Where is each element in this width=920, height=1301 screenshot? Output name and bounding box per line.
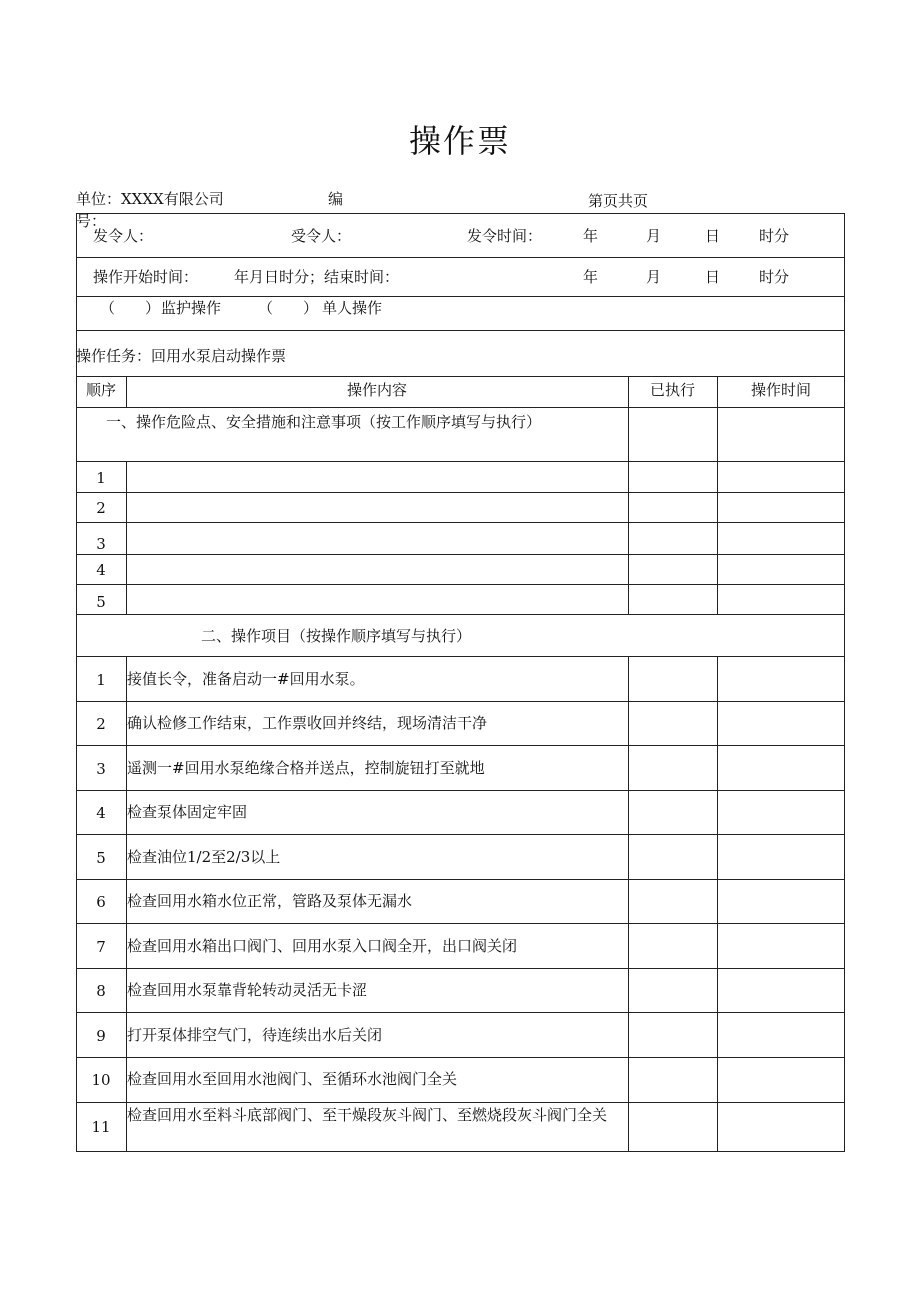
column-divider (717, 407, 718, 614)
row-divider (76, 701, 845, 702)
row-divider (76, 330, 845, 331)
command-year: 年 (583, 227, 599, 245)
row-divider (76, 1012, 845, 1013)
op-day: 日 (705, 268, 721, 286)
row-divider (76, 461, 845, 462)
command-month: 月 (646, 227, 662, 245)
row-divider (76, 554, 845, 555)
section2-row-content: 打开泵体排空气门，待连续出水后关闭 (127, 1026, 383, 1044)
document-title: 操作票 (408, 122, 511, 160)
row-divider (76, 879, 845, 880)
serial-label-part2: 号： (76, 212, 107, 230)
section2-row-content: 检查油位1/2至2/3以上 (127, 848, 281, 866)
row-divider (76, 1102, 845, 1103)
serial-label-part1: 编 (328, 190, 344, 208)
monitor-label: 监护操作 (161, 299, 222, 317)
section2-row-number: 5 (96, 849, 106, 867)
op-month: 月 (646, 268, 662, 286)
section1-row-number: 4 (96, 561, 106, 579)
section2-row-number: 3 (96, 760, 106, 778)
row-divider (76, 296, 845, 297)
col-seq-header: 顺序 (85, 381, 116, 399)
section2-row-number: 6 (96, 893, 106, 911)
row-divider (76, 923, 845, 924)
section2-row-content: 检查回用水箱出口阀门、回用水泵入口阀全开，出口阀关闭 (127, 937, 518, 955)
monitor-checkbox[interactable]: （ ） (100, 299, 161, 317)
section2-row-content: 遥测一#回用水泵绝缘合格并送点，控制旋钮打至就地 (127, 759, 485, 777)
section1-row-number: 1 (96, 469, 106, 487)
row-divider (76, 407, 845, 408)
section2-row-number: 10 (91, 1071, 111, 1089)
row-divider (76, 257, 845, 258)
op-hour-min: 时分 (759, 268, 790, 286)
section2-row-content: 检查回用水箱水位正常，管路及泵体无漏水 (127, 892, 413, 910)
issuer-label: 发令人： (93, 227, 154, 245)
section2-row-content: 检查回用水泵靠背轮转动灵活无卡涩 (127, 981, 368, 999)
section2-title: 二、操作项目（按操作顺序填写与执行） (201, 627, 472, 645)
op-year: 年 (583, 268, 599, 286)
section2-row-content: 接值长令，准备启动一#回用水泵。 (127, 670, 365, 688)
section1-row-number: 5 (96, 593, 106, 611)
row-divider (76, 584, 845, 585)
section1-title: 一、操作危险点、安全措施和注意事项（按工作顺序填写与执行） (106, 413, 542, 431)
row-divider (76, 614, 845, 615)
column-divider (126, 461, 127, 614)
row-divider (76, 522, 845, 523)
section2-row-number: 2 (96, 715, 106, 733)
col-executed-header: 已执行 (649, 381, 695, 399)
row-divider (76, 656, 845, 657)
section2-row-content: 检查泵体固定牢固 (127, 803, 248, 821)
task-label: 操作任务：回用水泵启动操作票 (76, 347, 287, 365)
section1-row-number: 3 (96, 535, 106, 553)
section2-row-content: 确认检修工作结束，工作票收回并终结，现场清洁干净 (127, 714, 488, 732)
col-time-header: 操作时间 (750, 381, 811, 399)
section2-row-content: 检查回用水至料斗底部阀门、至干燥段灰斗阀门、至燃烧段灰斗阀门全关 (127, 1106, 608, 1124)
command-day: 日 (705, 227, 721, 245)
row-divider (76, 376, 845, 377)
row-divider (76, 745, 845, 746)
section2-row-number: 1 (96, 671, 106, 689)
op-start-label: 操作开始时间： (93, 268, 199, 286)
col-content-header: 操作内容 (346, 381, 407, 399)
receiver-label: 受令人： (291, 227, 352, 245)
single-checkbox[interactable]: （ ） (258, 299, 319, 317)
row-divider (76, 790, 845, 791)
section2-row-number: 9 (96, 1027, 106, 1045)
op-end-label: 年月日时分；结束时间： (234, 268, 400, 286)
row-divider (76, 968, 845, 969)
column-divider (628, 656, 629, 1152)
command-hour-min: 时分 (759, 227, 790, 245)
page-counter: 第页共页 (588, 192, 649, 210)
row-divider (76, 492, 845, 493)
row-divider (76, 1057, 845, 1058)
column-divider (717, 656, 718, 1152)
unit-label: 单位：XXXX有限公司 (76, 190, 224, 208)
column-divider (628, 407, 629, 614)
section2-row-number: 11 (91, 1118, 111, 1136)
section2-row-number: 4 (96, 804, 106, 822)
section2-row-content: 检查回用水至回用水池阀门、至循环水池阀门全关 (127, 1070, 458, 1088)
command-time-label: 发令时间： (467, 227, 543, 245)
single-label: 单人操作 (322, 299, 383, 317)
section1-row-number: 2 (96, 499, 106, 517)
section2-row-number: 8 (96, 982, 106, 1000)
row-divider (76, 834, 845, 835)
section2-row-number: 7 (96, 938, 106, 956)
